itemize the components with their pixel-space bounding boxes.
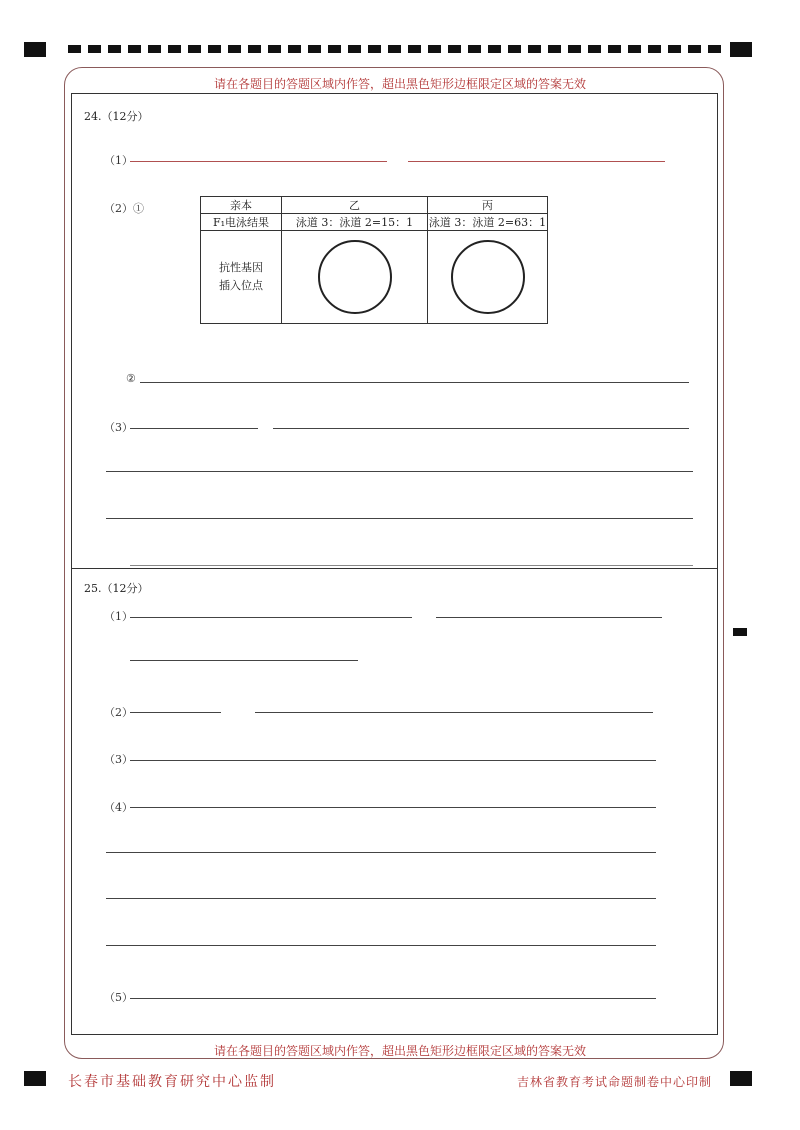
footer-printer: 吉林省教育考试命题制卷中心印制 bbox=[516, 1075, 712, 1089]
registration-mark-middle-right bbox=[733, 628, 747, 636]
q24-title: 24.（12分） bbox=[84, 110, 149, 123]
timing-dash bbox=[68, 45, 81, 53]
gene-table-bing-insertion-cell[interactable] bbox=[428, 231, 548, 324]
timing-dash bbox=[608, 45, 621, 53]
q25-part1-answer-line-a[interactable] bbox=[130, 617, 412, 618]
timing-dash bbox=[688, 45, 701, 53]
gene-table-header-bing: 丙 bbox=[428, 197, 548, 214]
timing-dash bbox=[588, 45, 601, 53]
timing-dash bbox=[268, 45, 281, 53]
timing-dash bbox=[228, 45, 241, 53]
registration-mark-bottom-left bbox=[24, 1071, 46, 1086]
q24-part2b-answer-line[interactable] bbox=[140, 382, 689, 383]
timing-dash bbox=[668, 45, 681, 53]
timing-dash bbox=[488, 45, 501, 53]
gene-table-yi-insertion-cell[interactable] bbox=[282, 231, 428, 324]
timing-dash bbox=[328, 45, 341, 53]
question-divider bbox=[71, 568, 718, 569]
timing-dash bbox=[528, 45, 541, 53]
timing-dash bbox=[288, 45, 301, 53]
q24-part3-answer-line-d[interactable] bbox=[106, 518, 693, 519]
gene-table-row-label-insertion-site bbox=[201, 231, 282, 324]
q24-part3-answer-line-c[interactable] bbox=[106, 471, 693, 472]
timing-dash bbox=[508, 45, 521, 53]
timing-dash bbox=[248, 45, 261, 53]
footer-supervisor: 长春市基础教育研究中心监制 bbox=[68, 1074, 276, 1090]
timing-dash bbox=[408, 45, 421, 53]
registration-mark-top-right bbox=[730, 42, 752, 57]
q24-part3-answer-line-a[interactable] bbox=[130, 428, 258, 429]
gene-table-row-label-electrophoresis: F₁电泳结果 bbox=[201, 214, 282, 231]
bottom-notice: 请在各题目的答题区域内作答，超出黑色矩形边框限定区域的答案无效 bbox=[213, 1044, 586, 1058]
q25-part2-answer-line-b[interactable] bbox=[255, 712, 653, 713]
q24-part3-answer-line-b[interactable] bbox=[273, 428, 689, 429]
q25-title: 25.（12分） bbox=[84, 582, 149, 595]
timing-dash bbox=[308, 45, 321, 53]
q25-part4-answer-line-a[interactable] bbox=[130, 807, 656, 808]
q24-part2-label: （2）① bbox=[104, 202, 144, 215]
top-notice: 请在各题目的答题区域内作答，超出黑色矩形边框限定区域的答案无效 bbox=[213, 77, 586, 91]
timing-dash bbox=[348, 45, 361, 53]
gene-table-yi-electrophoresis: 泳道 3：泳道 2=15：1 bbox=[282, 214, 428, 231]
insertion-site-label-line1: 抗性基因 bbox=[219, 261, 263, 274]
gene-table-header-parent: 亲本 bbox=[201, 197, 282, 214]
timing-dash bbox=[568, 45, 581, 53]
timing-dash bbox=[388, 45, 401, 53]
yi-insertion-circle[interactable] bbox=[318, 240, 392, 314]
gene-table bbox=[200, 196, 548, 324]
q25-part3-label: （3） bbox=[104, 753, 133, 766]
timing-dash bbox=[428, 45, 441, 53]
timing-dash bbox=[368, 45, 381, 53]
q24-part1-label: （1） bbox=[104, 154, 133, 167]
q24-part3-label: （3） bbox=[104, 421, 133, 434]
registration-mark-top-left bbox=[24, 42, 46, 57]
q25-part5-label: （5） bbox=[104, 991, 133, 1004]
timing-dash bbox=[628, 45, 641, 53]
timing-dash bbox=[648, 45, 661, 53]
q24-part1-answer-line-a[interactable] bbox=[130, 161, 387, 162]
timing-dash bbox=[108, 45, 121, 53]
timing-dash bbox=[708, 45, 721, 53]
q25-part5-answer-line[interactable] bbox=[130, 998, 656, 999]
timing-dash bbox=[148, 45, 161, 53]
bing-insertion-circle[interactable] bbox=[451, 240, 525, 314]
timing-dash bbox=[188, 45, 201, 53]
registration-mark-bottom-right bbox=[730, 1071, 752, 1086]
q25-part4-answer-line-d[interactable] bbox=[106, 945, 656, 946]
gene-table-header-yi: 乙 bbox=[282, 197, 428, 214]
q25-part2-answer-line-a[interactable] bbox=[130, 712, 221, 713]
q25-part2-label: （2） bbox=[104, 706, 133, 719]
q24-part1-answer-line-b[interactable] bbox=[408, 161, 665, 162]
q25-part3-answer-line[interactable] bbox=[130, 760, 656, 761]
q25-part4-answer-line-c[interactable] bbox=[106, 898, 656, 899]
q25-part4-answer-line-b[interactable] bbox=[106, 852, 656, 853]
insertion-site-label-line2: 插入位点 bbox=[219, 279, 263, 292]
timing-dash bbox=[448, 45, 461, 53]
q24-part3-answer-line-e[interactable] bbox=[130, 565, 693, 566]
q25-part1-answer-line-b[interactable] bbox=[436, 617, 662, 618]
timing-dash bbox=[88, 45, 101, 53]
q25-part1-answer-line-c[interactable] bbox=[130, 660, 358, 661]
q25-part1-label: （1） bbox=[104, 610, 133, 623]
gene-table-bing-electrophoresis: 泳道 3：泳道 2=63：1 bbox=[428, 214, 548, 231]
timing-dash bbox=[128, 45, 141, 53]
timing-dash bbox=[468, 45, 481, 53]
q24-part2b-label: ② bbox=[126, 372, 136, 385]
timing-dash bbox=[548, 45, 561, 53]
timing-dash bbox=[168, 45, 181, 53]
q25-part4-label: （4） bbox=[104, 801, 133, 814]
timing-dash bbox=[208, 45, 221, 53]
